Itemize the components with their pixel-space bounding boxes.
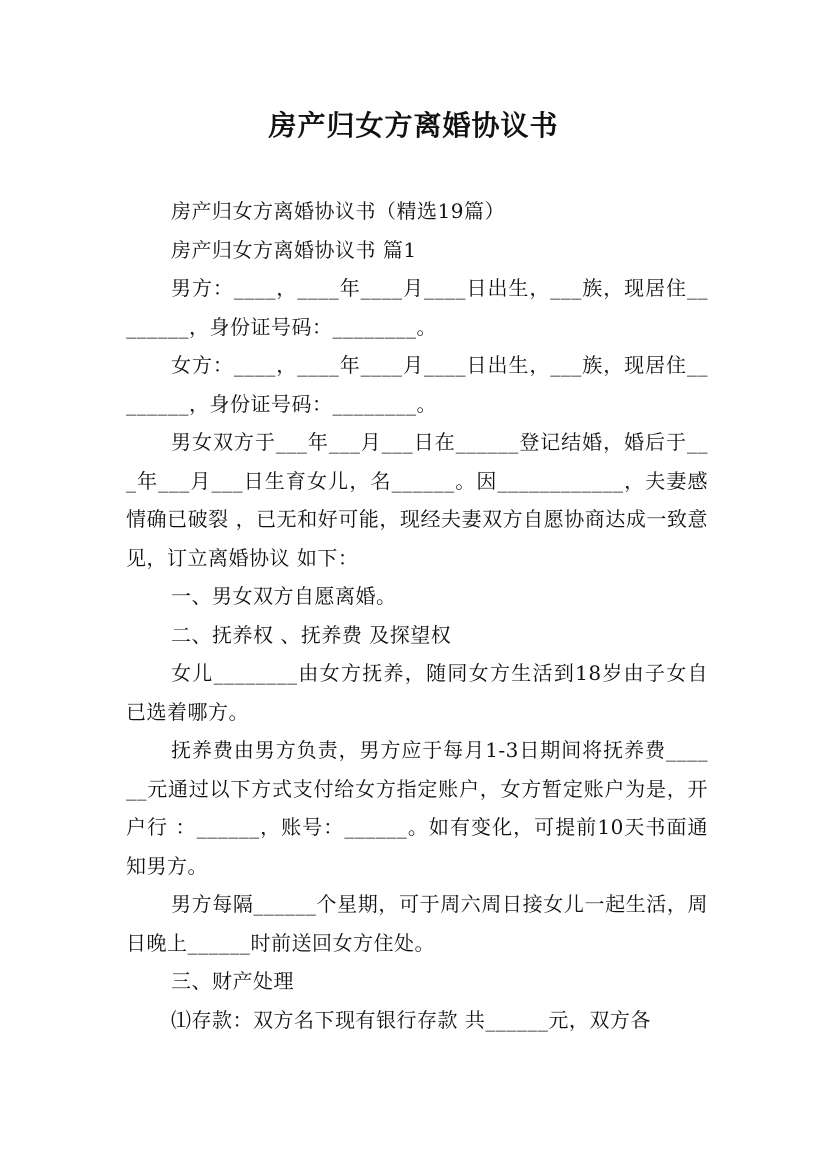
paragraph-visitation: 男方每隔______个星期，可于周六周日接女儿一起生活，周日晚上______时前送回女方住处。 [126,892,708,955]
paragraph-custody: 女儿________由女方抚养，随同女方生活到18岁由子女自已选着哪方。 [126,661,708,724]
document-body [126,192,708,1039]
paragraph-child-support: 抚养费由男方负责，男方应于每月1-3日期间将抚养费______元通过以下方式支付给女方指定账户，女方暂定账户为是，开户行 ：______，账号：______。如有变化，可提前10天书面通知男方。 [126,738,708,878]
paragraph-female-party: 女方：____，____年____月____日出生，___族，现居住________，身份证号码：________。 [126,353,708,416]
clause-3-heading: 三、财产处理 [171,969,294,993]
clause-2-heading: 二、抚养权 、抚养费 及探望权 [171,622,452,647]
collection-heading: 房产归女方离婚协议书（精选19篇） [171,199,505,223]
paragraph-marriage-background: 男女双方于___年___月___日在______登记结婚，婚后于___年___月___日生育女儿，名______。因____________，夫妻感情确已破裂 ，已无和好可能，现经夫妻双方自愿协商达成一致意见，订立离婚协议 如下： [126,430,708,570]
paragraph-male-party: 男方：____，____年____月____日出生，___族，现居住________，身份证号码：________。 [126,276,708,339]
clause-1-divorce: 一、男女双方自愿离婚。 [171,584,397,608]
document-title: 房产归女方离婚协议书 [268,109,559,142]
paragraph-savings: ⑴存款：双方名下现有银行存款 共______元，双方各 [171,1007,651,1032]
article-heading: 房产归女方离婚协议书 篇1 [171,237,417,262]
